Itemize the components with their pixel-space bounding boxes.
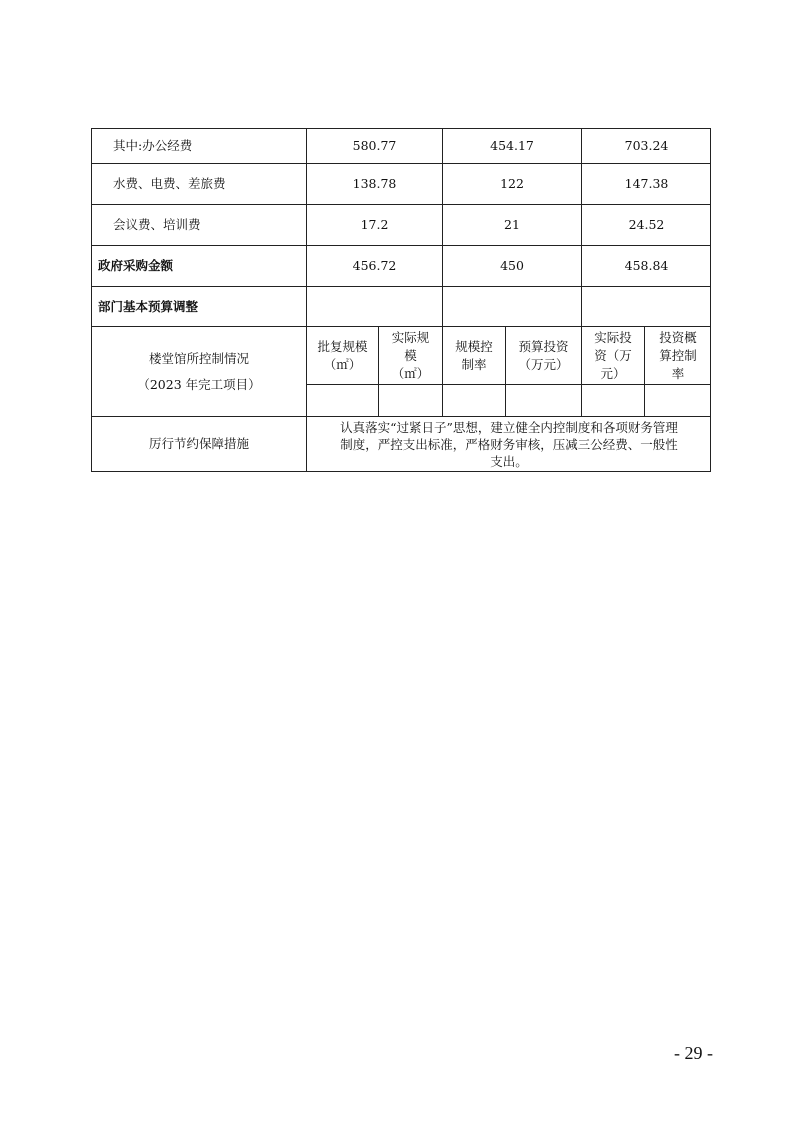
table-cell: 24.52 <box>628 217 665 232</box>
table-cell <box>443 287 581 326</box>
table-cell: 703.24 <box>624 138 669 153</box>
building-control-label <box>92 327 306 416</box>
actual-scale-header: 实际规 模 （㎡） <box>391 329 430 381</box>
page-number: - 29 - <box>674 1043 713 1063</box>
row-label: 水费、电费、差旅费 <box>113 176 226 191</box>
table-cell: 456.72 <box>352 258 397 273</box>
building-value-cell <box>443 385 505 416</box>
table-cell: 122 <box>500 176 524 191</box>
building-value-cell <box>645 385 711 416</box>
table-cell: 138.78 <box>352 176 397 191</box>
building-control-subtitle: （2023 年完工项目） <box>137 376 261 392</box>
row-label: 其中:办公经费 <box>113 138 193 153</box>
austerity-text: 认真落实“过紧日子”思想，建立健全内控制度和各项财务管理 制度，严控支出标准，严格财务审核，压减三公经费、一般性 支出。 <box>340 419 678 469</box>
investment-control-rate-header: 投资概 算控制 率 <box>659 329 697 381</box>
scale-control-rate-header: 规模控 制率 <box>455 338 493 372</box>
row-label: 政府采购金额 <box>98 258 174 273</box>
building-value-cell <box>582 385 644 416</box>
building-value-cell <box>379 385 442 416</box>
table-cell <box>307 287 442 326</box>
building-value-cell <box>307 385 378 416</box>
table-cell: 580.77 <box>352 138 397 153</box>
budget-investment-header: 预算投资 （万元） <box>518 338 569 372</box>
table-cell <box>582 287 711 326</box>
approved-scale-header: 批复规模 （㎡） <box>317 338 368 372</box>
row-label: 会议费、培训费 <box>113 217 201 232</box>
building-value-cell <box>506 385 581 416</box>
table-cell: 17.2 <box>360 217 389 232</box>
table-cell: 147.38 <box>624 176 669 191</box>
building-control-title: 楼堂馆所控制情况 <box>148 350 249 366</box>
row-label: 部门基本预算调整 <box>98 298 199 314</box>
table-cell: 21 <box>504 217 520 232</box>
table-cell: 458.84 <box>624 258 669 273</box>
table-cell: 454.17 <box>490 138 534 153</box>
austerity-label: 厉行节约保障措施 <box>148 436 249 451</box>
table-cell: 450 <box>500 258 524 273</box>
actual-investment-header: 实际投 资（万 元） <box>594 329 632 381</box>
